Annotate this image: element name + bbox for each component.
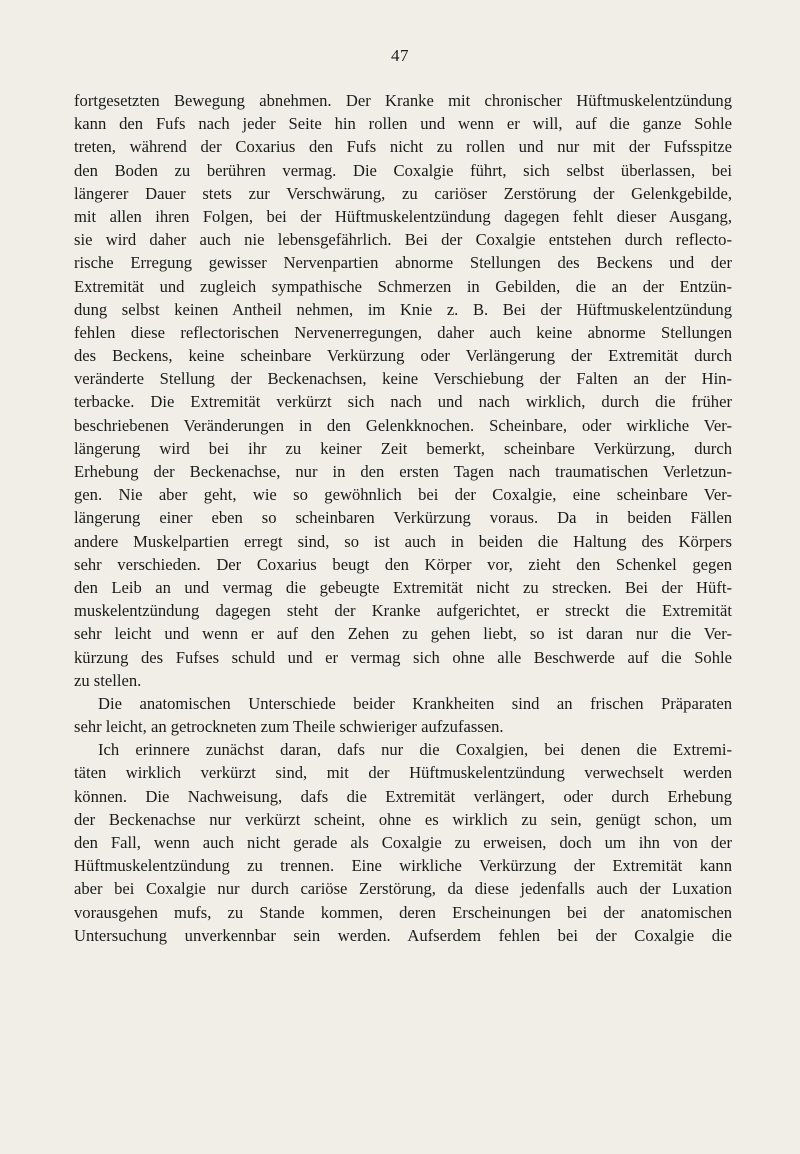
text-line: sehr leicht und wenn er auf den Zehen zu gehen liebt, so ist daran nur die Ver- bbox=[74, 624, 732, 644]
text-line: mit allen ihren Folgen, bei der Hüftmuskelentzündung dagegen fehlt dieser Ausgang, bbox=[74, 206, 732, 226]
text-line: fehlen diese reflectorischen Nervenerregungen, daher auch keine abnorme Stellungen bbox=[74, 322, 732, 342]
text-line: muskelentzündung dagegen steht der Kranke aufgerichtet, er streckt die Extremität bbox=[74, 601, 732, 621]
text-line: vorausgehen mufs, zu Stande kommen, deren Erscheinungen bei der anatomischen bbox=[74, 902, 732, 922]
text-line: können. Die Nachweisung, dafs die Extremität verlängert, oder durch Erhebung bbox=[74, 786, 732, 806]
body-text bbox=[74, 89, 732, 947]
text-line: kann den Fufs nach jeder Seite hin rollen und wenn er will, auf die ganze Sohle bbox=[74, 114, 732, 134]
text-line: Erhebung der Beckenachse, nur in den ersten Tagen nach traumatischen Verletzun- bbox=[74, 462, 732, 481]
text-line: dung selbst keinen Antheil nehmen, im Knie z. B. Bei der Hüftmuskelentzündung bbox=[74, 299, 732, 319]
text-line: längerer Dauer stets zur Verschwärung, zu cariöser Zerstörung der Gelenkgebilde, bbox=[74, 183, 732, 203]
text-line: den Fall, wenn auch nicht gerade als Coxalgie zu erweisen, doch um ihn von der bbox=[74, 833, 732, 852]
text-line: sehr leicht, an getrockneten zum Theile schwieriger aufzufassen. bbox=[74, 717, 504, 737]
page-number: 47 bbox=[391, 46, 409, 65]
text-line: terbacke. Die Extremität verkürzt sich nach und nach wirklich, durch die früher bbox=[74, 392, 732, 412]
text-line: des Beckens, keine scheinbare Verkürzung oder Verlängerung der Extremität durch bbox=[74, 346, 732, 366]
text-line: den Leib an und vermag die gebeugte Extremität nicht zu strecken. Bei der Hüft- bbox=[74, 577, 732, 597]
text-line: kürzung des Fufses schuld und er vermag sich ohne alle Beschwerde auf die Sohle bbox=[74, 647, 732, 667]
text-line: gen. Nie aber geht, wie so gewöhnlich bei der Coxalgie, eine scheinbare Ver- bbox=[74, 485, 732, 505]
text-line: sie wird daher auch nie lebensgefährlich. Bei der Coxalgie entstehen durch reflecto- bbox=[74, 230, 732, 250]
text-line: andere Muskelpartien erregt sind, so ist auch in beiden die Haltung des Körpers bbox=[74, 531, 732, 551]
text-line: sehr verschieden. Der Coxarius beugt den Körper vor, zieht den Schenkel gegen bbox=[74, 554, 732, 574]
text-line: zu stellen. bbox=[74, 670, 142, 690]
text-line: längerung wird bei ihr zu keiner Zeit bemerkt, scheinbare Verkürzung, durch bbox=[74, 438, 732, 458]
text-line: Untersuchung unverkennbar sein werden. Aufserdem fehlen bei der Coxalgie die bbox=[74, 925, 732, 945]
text-line: veränderte Stellung der Beckenachsen, keine Verschiebung der Falten an der Hin- bbox=[74, 369, 732, 389]
text-line: den Boden zu berühren vermag. Die Coxalgie führt, sich selbst überlassen, bei bbox=[74, 160, 732, 180]
text-line: Hüftmuskelentzündung zu trennen. Eine wirkliche Verkürzung der Extremität kann bbox=[74, 856, 732, 876]
text-line: aber bei Coxalgie nur durch cariöse Zerstörung, da diese jedenfalls auch der Luxation bbox=[74, 879, 732, 899]
text-line: beschriebenen Veränderungen in den Gelenkknochen. Scheinbare, oder wirkliche Ver- bbox=[74, 415, 732, 435]
text-line: fortgesetzten Bewegung abnehmen. Der Kranke mit chronischer Hüftmuskelentzündung bbox=[74, 91, 732, 110]
text-line: Extremität und zugleich sympathische Schmerzen in Gebilden, die an der Entzün- bbox=[74, 276, 732, 296]
text-line: täten wirklich verkürzt sind, mit der Hüftmuskelentzündung verwechselt werden bbox=[74, 763, 732, 783]
text-line: rische Erregung gewisser Nervenpartien abnorme Stellungen des Beckens und der bbox=[74, 253, 732, 273]
text-line: der Beckenachse nur verkürzt scheint, ohne es wirklich zu sein, genügt schon, um bbox=[74, 809, 732, 829]
text-line: treten, während der Coxarius den Fufs nicht zu rollen und nur mit der Fufsspitze bbox=[74, 137, 732, 157]
text-line: Ich erinnere zunächst daran, dafs nur die Coxalgien, bei denen die Extremi- bbox=[98, 740, 732, 760]
text-line: längerung einer eben so scheinbaren Verkürzung voraus. Da in beiden Fällen bbox=[74, 508, 732, 528]
text-line: Die anatomischen Unterschiede beider Krankheiten sind an frischen Präparaten bbox=[98, 693, 732, 713]
